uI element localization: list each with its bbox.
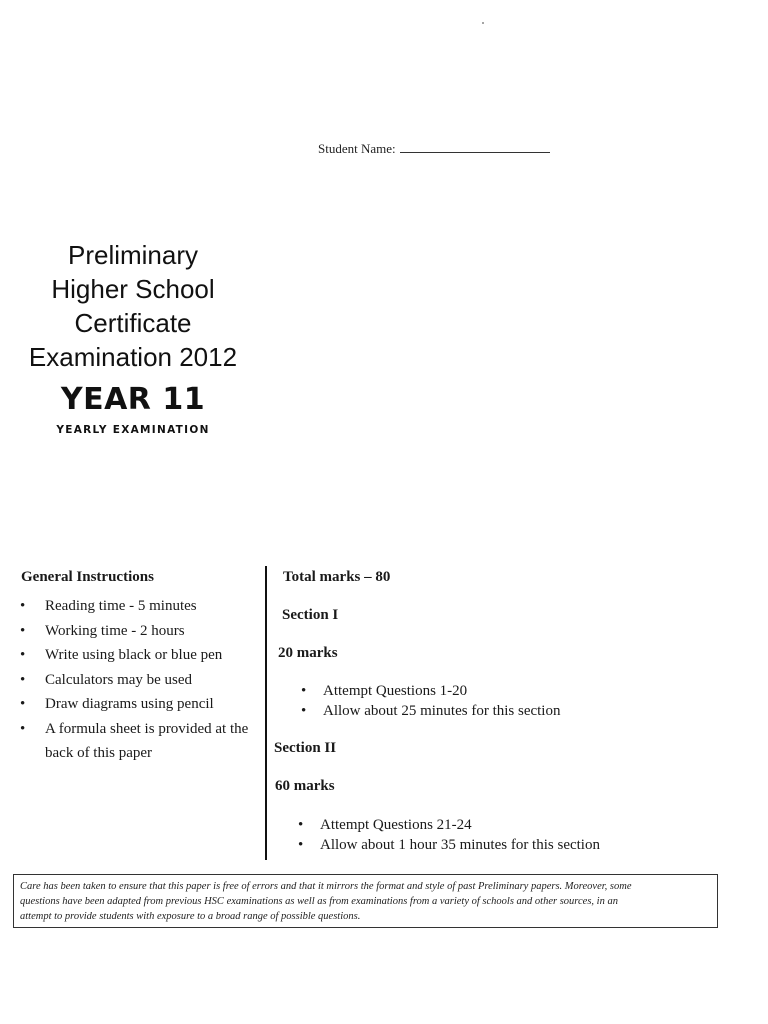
- section-2-item: • Attempt Questions 21-24: [297, 816, 600, 836]
- section-1-list: [300, 682, 560, 721]
- section-1-title: Section I: [282, 607, 339, 623]
- title-line-3: Certificate: [74, 308, 192, 338]
- student-name-label: Student Name:: [318, 141, 396, 156]
- disclaimer-box: [13, 874, 718, 928]
- instruction-item: • Draw diagrams using pencil: [18, 692, 258, 717]
- year-heading: YEAR 11: [60, 382, 206, 417]
- exam-title-block: [10, 238, 256, 436]
- section-2-marks: 60 marks: [275, 778, 335, 794]
- disclaimer-line: questions have been adapted from previous HSC examinations as well as from examinations from a variety of schools and other sources, in an: [20, 896, 618, 907]
- column-divider: [265, 566, 267, 860]
- instruction-item: • A formula sheet is provided at the back of this paper: [18, 717, 258, 766]
- instruction-item: • Working time - 2 hours: [18, 619, 258, 644]
- title-line-1: Preliminary: [67, 240, 199, 270]
- section-1-item: • Allow about 25 minutes for this section: [300, 702, 560, 722]
- general-instructions-list: [18, 594, 258, 766]
- total-marks: Total marks – 80: [283, 569, 391, 585]
- title-line-4: Examination 2012: [28, 342, 238, 372]
- student-name-line[interactable]: [400, 141, 550, 153]
- section-2-list: [297, 816, 600, 855]
- title-line-2: Higher School: [51, 274, 215, 304]
- section-1-marks: 20 marks: [278, 645, 338, 661]
- section-2-item: • Allow about 1 hour 35 minutes for this section: [297, 836, 600, 856]
- exam-subtitle: YEARLY EXAMINATION: [56, 424, 210, 436]
- scan-speck: [482, 22, 484, 24]
- section-2-title: Section II: [274, 740, 337, 756]
- student-name-field: [318, 141, 550, 157]
- instruction-item: • Calculators may be used: [18, 668, 258, 693]
- general-instructions-heading: General Instructions: [21, 569, 154, 585]
- disclaimer-line: attempt to provide students with exposure to a broad range of possible questions.: [20, 911, 361, 922]
- instruction-item: • Reading time - 5 minutes: [18, 594, 258, 619]
- section-1-item: • Attempt Questions 1-20: [300, 682, 560, 702]
- instruction-item: • Write using black or blue pen: [18, 643, 258, 668]
- disclaimer-line: Care has been taken to ensure that this paper is free of errors and that it mirrors the format and style of past Preliminary papers. Moreover, some: [20, 881, 632, 892]
